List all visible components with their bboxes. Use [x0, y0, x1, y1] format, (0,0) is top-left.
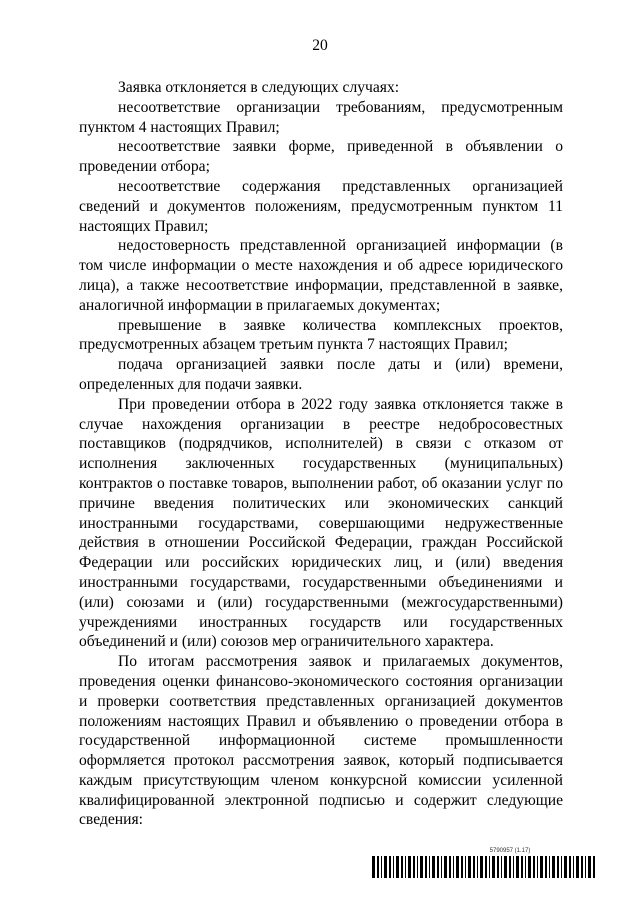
barcode-bar: [528, 856, 531, 878]
barcode-bar: [381, 856, 382, 878]
barcode-bar: [576, 856, 579, 878]
paragraph: несоответствие организации требованиям, предусмотренным пунктом 4 настоящих Правил;: [79, 98, 563, 136]
paragraph: По итогам рассмотрения заявок и прилагаемых документов, проведения оценки финансово-экономического состояния организации и проверки соответствия представленных организацией документов положениям настоящих Правил и объявлению о проведении отбора в государственной информационной системе промышленности оформляется протокол рассмотрения заявок, который подписывается каждым присутствующим членом конкурсной комиссии усиленной квалифицированной электронной подписью и содержит следующие сведения:: [79, 653, 563, 829]
paragraph: Заявка отклоняется в следующих случаях:: [118, 79, 400, 96]
barcode-bar: [453, 856, 454, 878]
barcode-bar: [420, 856, 423, 878]
paragraph: превышение в заявке количества комплексных проектов, предусмотренных абзацем третьим пункта 7 настоящих Правил;: [79, 316, 563, 354]
barcode-bar: [477, 856, 478, 878]
barcode-bar: [593, 856, 595, 878]
barcode-bar: [497, 856, 499, 878]
barcode-bar: [425, 856, 427, 878]
barcode-bar: [581, 856, 583, 878]
barcode-bar: [444, 856, 447, 878]
barcode-bar: [557, 856, 559, 878]
barcode-bar: [405, 856, 406, 878]
barcode-bar: [509, 856, 511, 878]
barcode-bar: [552, 856, 555, 878]
barcode-bar: [372, 856, 375, 878]
barcode-bar: [492, 856, 495, 878]
barcode-bar: [513, 856, 514, 878]
barcode-bar: [533, 856, 535, 878]
barcode-bar: [401, 856, 403, 878]
barcode-bar: [561, 856, 562, 878]
barcode-bar: [429, 856, 430, 878]
paragraph: несоответствие содержания представленных организацией сведений и документов положениям, предусмотренным пунктом 11 настоящих Правил;: [79, 177, 563, 235]
barcode-bar: [432, 856, 435, 878]
barcode-bar: [377, 856, 379, 878]
barcode-bar: [393, 856, 394, 878]
barcode-bar: [389, 856, 391, 878]
paragraph: несоответствие заявки форме, приведенной в объявлении о проведении отбора;: [79, 138, 563, 176]
barcode-bar: [545, 856, 547, 878]
barcode-bar: [480, 856, 483, 878]
barcode-bar: [396, 856, 399, 878]
document-code: 5790957 (1.17): [489, 848, 531, 854]
barcode-bar: [521, 856, 523, 878]
paragraph: подача организацией заявки после даты и (или) времени, определенных для подачи заявки.: [79, 356, 563, 393]
barcode-bar: [540, 856, 543, 878]
barcode-bar: [473, 856, 475, 878]
barcode-bar: [569, 856, 571, 878]
barcode-bar: [468, 856, 471, 878]
barcode-bar: [417, 856, 418, 878]
barcode-bar: [449, 856, 451, 878]
barcode-bar: [585, 856, 586, 878]
barcode-bar: [537, 856, 538, 878]
barcode-image: [372, 856, 596, 878]
page-number: 20: [312, 37, 328, 54]
paragraph: При проведении отбора в 2022 году заявка отклоняется также в случае нахождения организации в реестре недобросовестных поставщиков (подрядчиков, исполнителей) в связи с отказом от исполнения заключенных государственных (муниципальных) контрактов о поставке товаров, выполнении работ, об оказании услуг по причине введения политических или экономических санкций иностранными государствами, совершающими недружественные действия в отношении Российской Федерации, граждан Российской Федерации или российских юридических лиц, и (или) введения иностранными государствами, государственными объединениями и (или) союзами и (или) государственными (межгосударственными) учреждениями иностранных государств или государственных объединений и (или) союзов мер ограничительного характера.: [79, 395, 563, 651]
barcode-bar: [437, 856, 439, 878]
barcode-bar: [384, 856, 387, 878]
barcode-bar: [501, 856, 502, 878]
barcode-bar: [516, 856, 519, 878]
barcode-bar: [408, 856, 411, 878]
document-body: [79, 78, 563, 830]
barcode-bar: [489, 856, 490, 878]
paragraph: недостоверность представленной организацией информации (в том числе информации о месте нахождения и об адресе юридического лица), а также несоответствие информации, представленной в заявке, аналогичной информации в прилагаемых документах;: [79, 237, 563, 314]
barcode-bar: [504, 856, 507, 878]
barcode-bar: [413, 856, 415, 878]
barcode-bar: [525, 856, 526, 878]
barcode-bar: [588, 856, 591, 878]
barcode-bar: [456, 856, 459, 878]
barcode-bar: [485, 856, 487, 878]
barcode-bar: [441, 856, 442, 878]
barcode-bar: [564, 856, 567, 878]
barcode-bar: [549, 856, 550, 878]
barcode-bar: [573, 856, 574, 878]
barcode-bar: [465, 856, 466, 878]
barcode-bar: [461, 856, 463, 878]
